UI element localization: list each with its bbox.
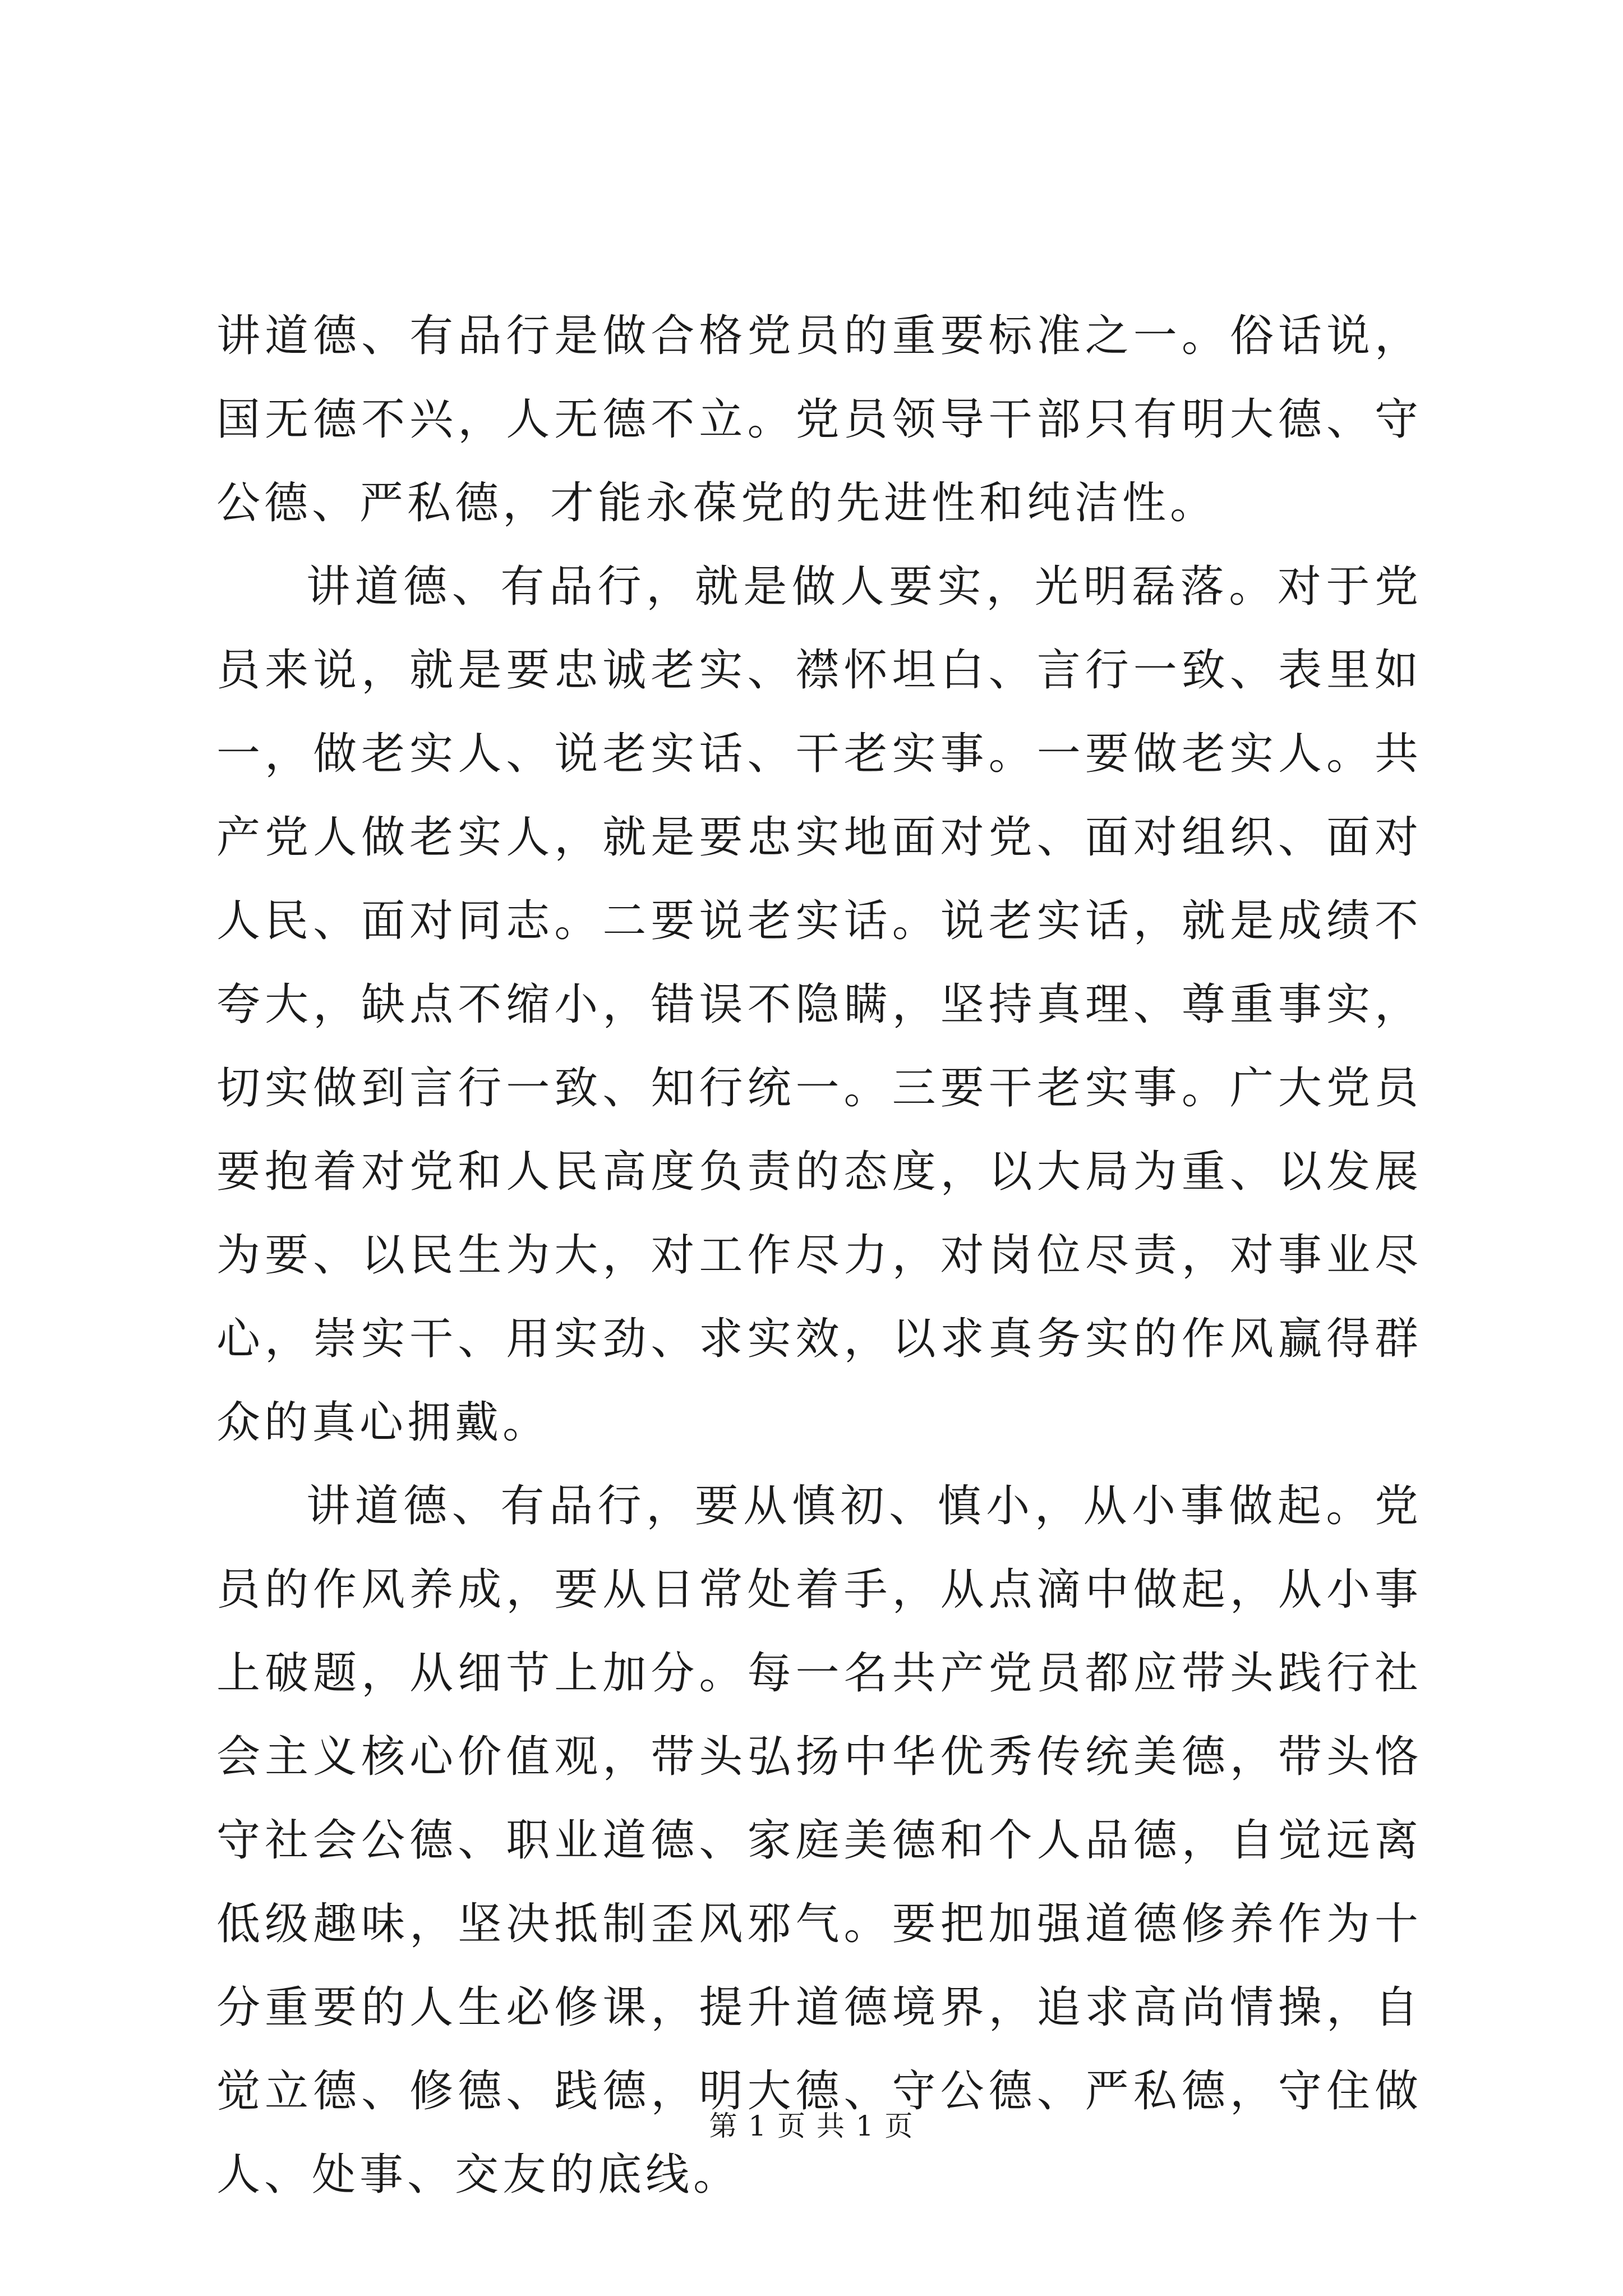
page-number-footer: 第 1 页 共 1 页 bbox=[709, 2110, 914, 2142]
document-body bbox=[216, 295, 1422, 2217]
paragraph-1: 讲道德、有品行是做合格党员的重要标准之一。俗话说，国无德不兴，人无德不立。党员领导干部只有明大德、守公德、严私德，才能永葆党的先进性和纯洁性。 bbox=[216, 311, 1422, 528]
paragraph-2: 讲道德、有品行，就是做人要实，光明磊落。对于党员来说，就是要忠诚老实、襟怀坦白、言行一致、表里如一，做老实人、说老实话、干老实事。一要做老实人。共产党人做老实人，就是要忠实地面对党、面对组织、面对人民、面对同志。二要说老实话。说老实话，就是成绩不夸大，缺点不缩小，错误不隐瞒，坚持真理、尊重事实，切实做到言行一致、知行统一。三要干老实事。广大党员要抱着对党和人民高度负责的态度，以大局为重、以发展为要、以民生为大，对工作尽力，对岗位尽责，对事业尽心，崇实干、用实劲、求实效，以求真务实的作风赢得群众的真心拥戴。 bbox=[216, 562, 1422, 1448]
paragraph-3: 讲道德、有品行，要从慎初、慎小，从小事做起。党员的作风养成，要从日常处着手，从点滴中做起，从小事上破题，从细节上加分。每一名共产党员都应带头践行社会主义核心价值观，带头弘扬中华优秀传统美德，带头恪守社会公德、职业道德、家庭美德和个人品德，自觉远离低级趣味，坚决抵制歪风邪气。要把加强道德修养作为十分重要的人生必修课，提升道德境界，追求高尚情操，自觉立德、修德、践德，明大德、守公德、严私德，守住做人、处事、交友的底线。 bbox=[216, 1481, 1422, 2200]
